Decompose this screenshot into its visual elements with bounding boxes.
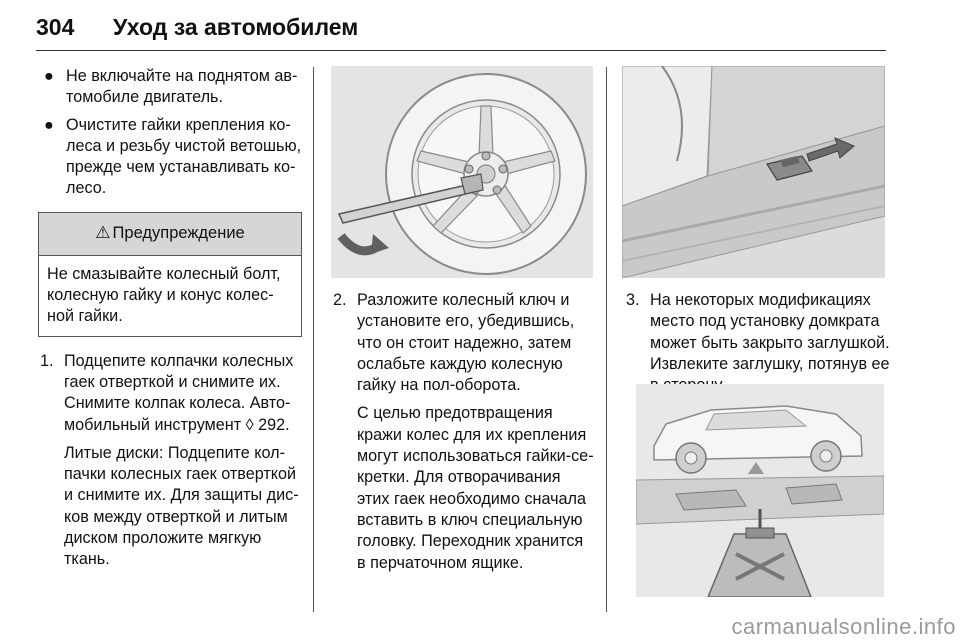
column-divider <box>313 67 314 612</box>
step-paragraph: С целью предотвращения кражи колес для их крепления могут использоваться гайки-секретки. Для отворачивания этих гаек необходимо сначала вставить в ключ специальную головку. Переходник хранится в перчаточном ящике. <box>357 404 594 572</box>
warning-header <box>39 213 301 256</box>
car-on-jack-illustration <box>636 384 884 597</box>
column-left <box>38 66 302 571</box>
page-number: 304 <box>36 14 75 40</box>
column-right <box>624 290 890 396</box>
step-item <box>331 290 595 574</box>
step-text: На некоторых модификациях место под установку домкрата может быть закрыто заглушкой. Извлеките заглушку, потянув ее <box>650 291 890 373</box>
step-number: 3. <box>626 291 640 309</box>
page-header <box>0 0 960 52</box>
wheel-wrench-illustration <box>331 66 593 278</box>
bullet-text: Не включайте на поднятом автомобиле двигатель. <box>66 67 298 107</box>
bullet-mark: ● <box>44 115 54 134</box>
list-item <box>38 115 302 200</box>
step-paragraph: Литые диски: Подцепите колпачки колесных гаек отверткой и снимите их. Для защиты дисков между отверткой и литым диском проложите мягкую ткань. <box>64 443 299 569</box>
step-item <box>624 290 890 396</box>
list-item <box>38 66 302 109</box>
column-divider <box>606 67 607 612</box>
bullet-text: Очистите гайки крепления колеса и резьбу чистой ветошью, прежде чем устанавливать колесо. <box>66 115 302 198</box>
step-text: Подцепите колпачки колесных гаек отверткой и снимите их. Снимите колпак колеса. Автомобильный инструмент ◊ 292. <box>64 351 294 434</box>
header-rule <box>36 50 886 51</box>
step-number: 1. <box>40 351 54 370</box>
bullet-mark: ● <box>44 67 54 85</box>
warning-title: Предупреждение <box>112 224 245 243</box>
step-text: Разложите колесный ключ и установите его, убедившись, что он стоит надежно, затем ослабьте каждую колесную гайку на пол-оборота. <box>357 291 575 395</box>
step-item <box>38 351 302 571</box>
warning-triangle-icon: ⚠ <box>95 223 111 244</box>
step-number: 2. <box>333 291 347 309</box>
jack-point-cover-illustration <box>622 66 885 278</box>
warning-text: Не смазывайте колесный болт, колесную гайку и конус колесной гайки. <box>47 264 281 326</box>
watermark: carmanualsonline.info <box>731 614 956 639</box>
warning-box <box>38 212 302 337</box>
section-title: Уход за автомобилем <box>113 14 359 40</box>
column-middle <box>331 290 595 574</box>
